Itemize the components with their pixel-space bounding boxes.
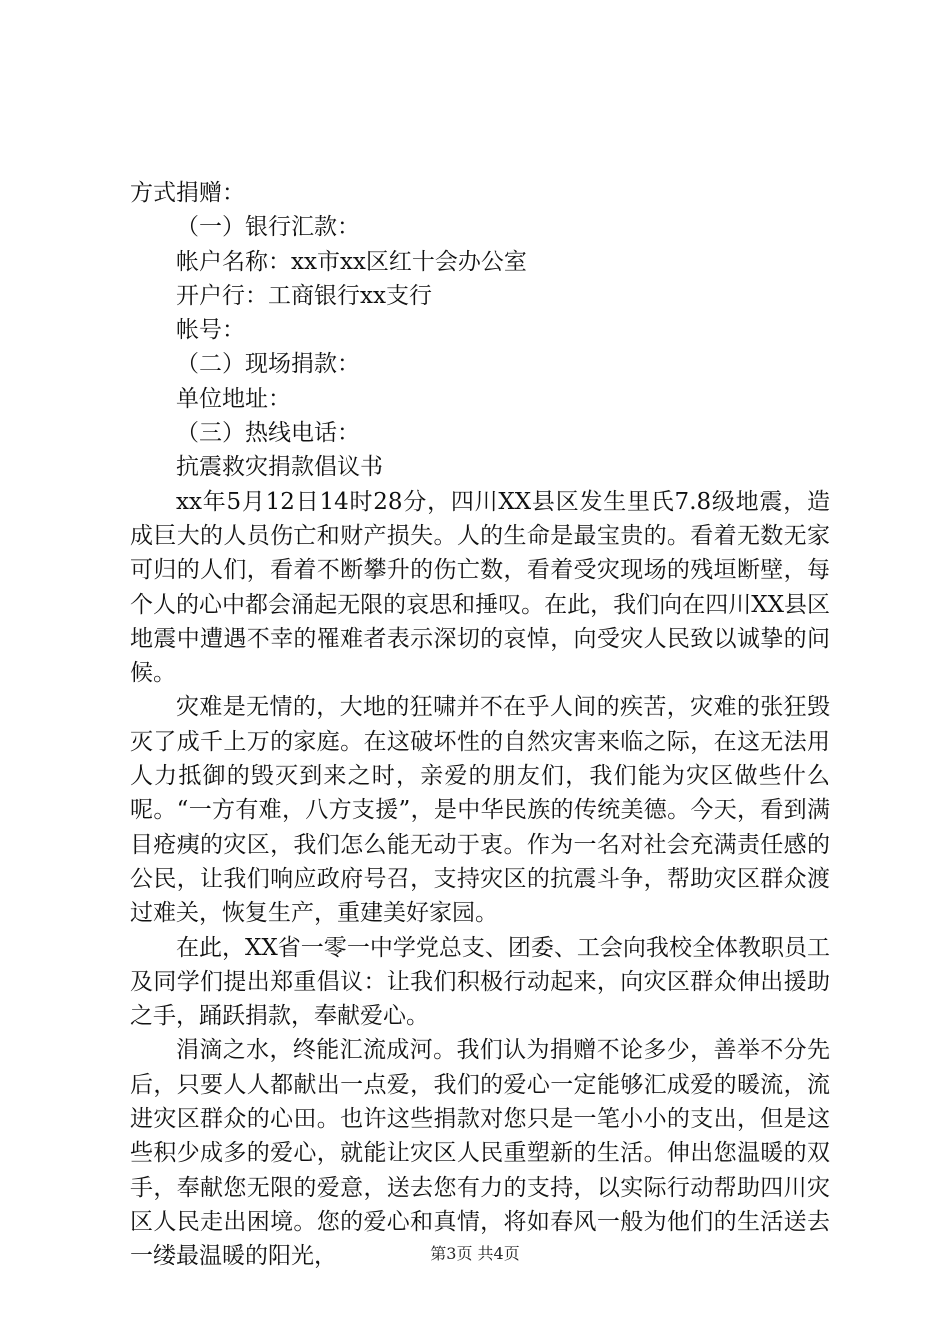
document-title: 抗震救灾捐款倡议书 — [176, 454, 383, 481]
text-line-bank: 开户行：工商银行xx支行 — [176, 282, 432, 309]
text-line-unit-address: 单位地址： — [176, 385, 291, 412]
text-line-account-number: 帐号： — [176, 317, 245, 344]
paragraph-2: 灾难是无情的，大地的狂啸并不在乎人间的疾苦，灾难的张狂毁灭了成千上万的家庭。在这破坏性的自然灾害来临之际，在这无法用人力抵御的毁灭到来之时，亲爱的朋友们，我们能为灾区做些什么呢。“一方有难，八方支援”，是中华民族的传统美德。今天，看到满目疮痍的灾区，我们怎么能无动于衷。作为一名对社会充满责任感的公民，让我们响应政府号召，支持灾区的抗震斗争，帮助灾区群众渡过难关，恢复生产，重建美好家园。 — [130, 694, 830, 927]
paragraph-4: 涓滴之水，终能汇流成河。我们认为捐赠不论多少，善举不分先后，只要人人都献出一点爱，我们的爱心一定能够汇成爱的暖流，流进灾区群众的心田。也许这些捐款对您只是一笔小小的支出，但是这些积少成多的爱心，就能让灾区人民重塑新的生活。伸出您温暖的双手，奉献您无限的爱意，送去您有力的支持，以实际行动帮助四川灾区人民走出困境。您的爱心和真情，将如春风一般为他们的生活送去一缕最温暖的阳光， — [130, 1037, 830, 1270]
text-line-hotline: （三）热线电话： — [176, 420, 360, 447]
paragraph-3: 在此，XX省一零一中学党总支、团委、工会向我校全体教职员工及同学们提出郑重倡议：让我们积极行动起来，向灾区群众伸出援助之手，踊跃捐款，奉献爱心。 — [130, 934, 830, 1030]
document-body — [130, 176, 830, 1274]
text-line-bank-transfer: （一）银行汇款： — [176, 214, 360, 241]
text-line-onsite-donation: （二）现场捐款： — [176, 351, 360, 378]
paragraph-1: xx年5月12日14时28分，四川XX县区发生里氏7.8级地震，造成巨大的人员伤亡和财产损失。人的生命是最宝贵的。看着无数无家可归的人们，看着不断攀升的伤亡数，看着受灾现场的残垣断壁，每个人的心中都会涌起无限的哀思和捶叹。在此，我们向在四川XX县区地震中遭遇不幸的罹难者表示深切的哀悼，向受灾人民致以诚挚的问候。 — [130, 488, 830, 687]
text-line-donation-method: 方式捐赠： — [130, 180, 245, 206]
text-line-account-name: 帐户名称：xx市xx区红十会办公室 — [176, 248, 527, 275]
page-footer: 第3页 共4页 — [430, 1244, 520, 1263]
